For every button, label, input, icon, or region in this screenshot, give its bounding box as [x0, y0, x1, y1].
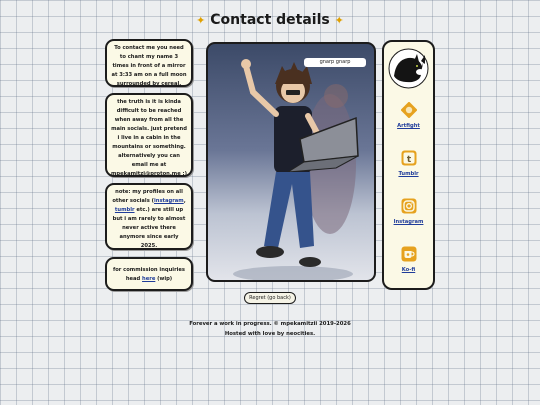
kofi-social[interactable] [384, 246, 433, 273]
instagram-icon [401, 198, 417, 214]
instagram-link[interactable]: instagram [153, 198, 184, 204]
commission-prefix: for commission inquiries head [112, 267, 186, 282]
socials-note-card [105, 183, 193, 250]
kofi-label[interactable]: Ko-fi [401, 267, 416, 273]
commission-link[interactable]: here [142, 276, 156, 282]
kofi-icon [401, 246, 417, 262]
sparkle-icon: ✦ [334, 14, 344, 27]
contact-ritual-card [105, 39, 193, 87]
instagram-social[interactable] [384, 198, 433, 225]
contact-truth-text: the truth is it is kinda difficult to be reached when away from all the main socials. just pretend i live in a cabin in the mountains or something. alternatively you can email me at mpekamitzi@proton.me :) [111, 99, 187, 177]
artfight-icon [401, 102, 417, 118]
commission-card [105, 257, 193, 291]
contact-ritual-text: To contact me you need to chant my name 3 times in front of a mirror at 3:33 am on a full moon surrounded by cereal. [111, 45, 187, 87]
character-illustration [206, 42, 376, 282]
character-drawing [208, 44, 374, 280]
tumblr-label[interactable]: Tumblr [398, 171, 419, 177]
page-title [0, 12, 540, 28]
cat-avatar [388, 48, 429, 89]
instagram-label[interactable]: Instagram [393, 219, 424, 225]
artfight-label[interactable]: Artfight [397, 123, 420, 129]
social-sidebar [382, 40, 435, 290]
tumblr-link[interactable]: tumblr [114, 207, 135, 213]
note-prefix: note: my profiles on all other socials ( [112, 189, 183, 204]
tumblr-icon [401, 150, 417, 166]
note-sep: , [183, 198, 186, 204]
commission-suffix: (wip) [155, 276, 173, 282]
artfight-social[interactable] [384, 102, 433, 129]
footer-copyright: Forever a work in progress. © mpekamitzii 2019-2026 [189, 321, 351, 327]
svg-text:t: t [406, 155, 411, 165]
note-suffix: etc.) are still up but i am rarely to almost never active there anymore since early 2025. [112, 207, 186, 249]
page-title-text: Contact details [210, 12, 330, 28]
sparkle-icon: ✦ [196, 14, 206, 27]
contact-truth-card [105, 93, 193, 177]
speech-bubble: gnarp gnarp [304, 58, 366, 67]
footer-hosted: Hosted with love by neocities. [224, 331, 316, 337]
regret-button[interactable]: Regret (go back) [244, 292, 296, 304]
tumblr-social[interactable] [384, 150, 433, 177]
